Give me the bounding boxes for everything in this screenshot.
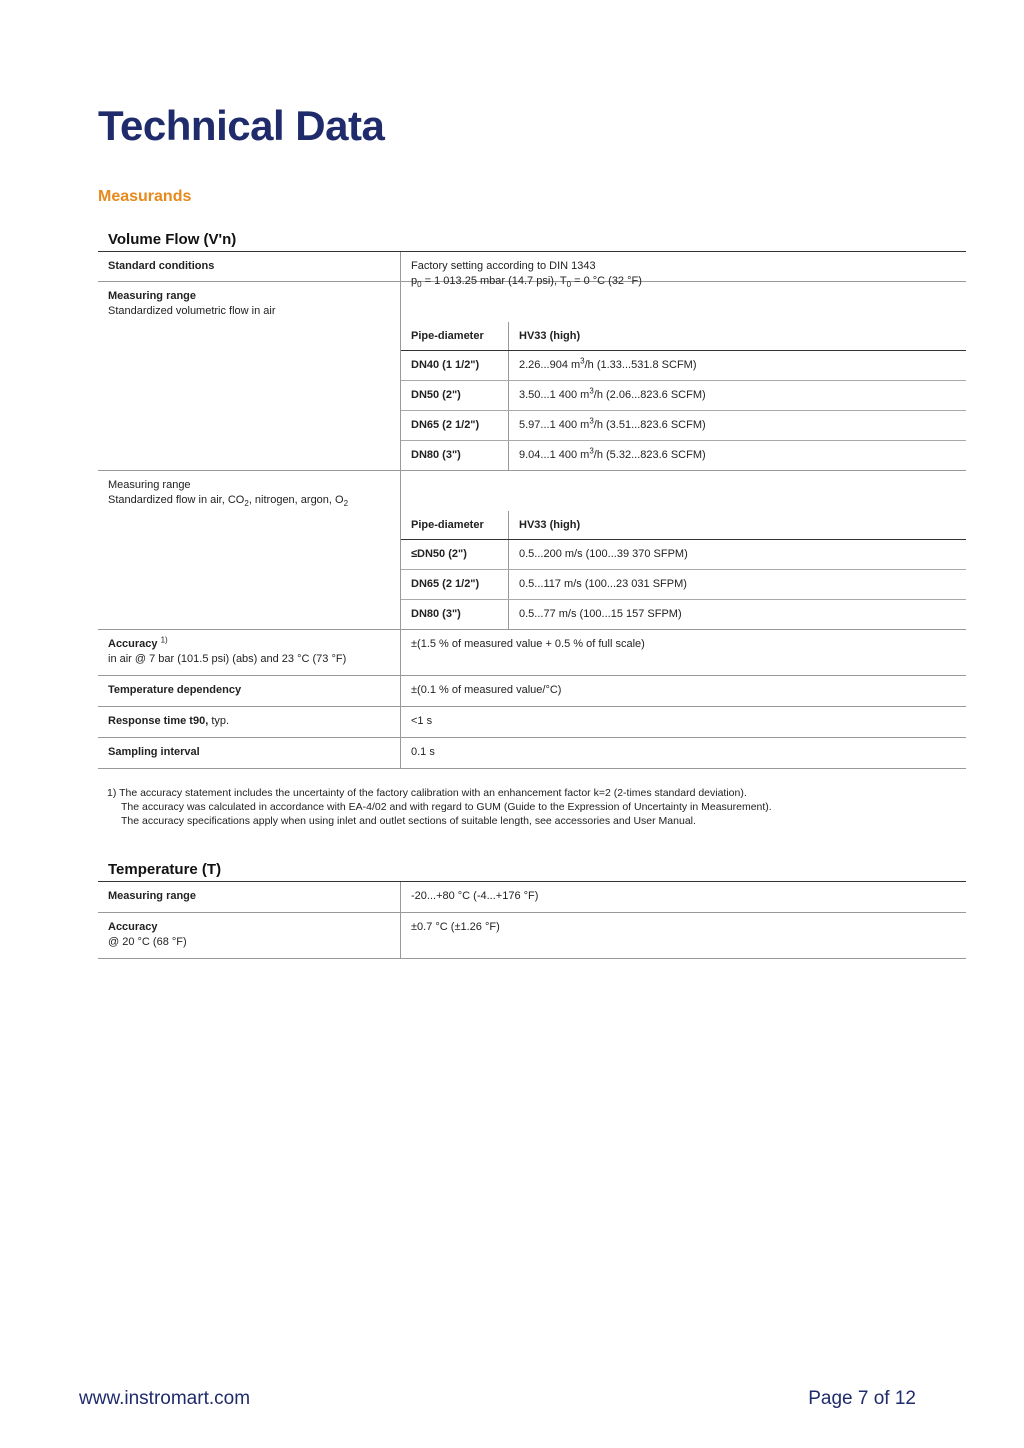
sampling-interval-value: 0.1 s bbox=[411, 746, 435, 758]
measuring-range-sublabel: Standardized volumetric flow in air bbox=[108, 305, 276, 317]
response-time-label: Response time t90, bbox=[108, 715, 209, 727]
standard-conditions-line1: Factory setting according to DIN 1343 bbox=[411, 260, 596, 272]
footer-page-number: Page 7 of 12 bbox=[808, 1388, 916, 1409]
range-air-subtable bbox=[401, 322, 966, 470]
subtable-row: DN65 (2 1/2") 0.5...117 m/s (100...23 031 SFPM) bbox=[401, 570, 966, 600]
row-accuracy: Accuracy $^{1)}$ in air @ 7 bar (101.5 psi) (abs) and 23 °C (73 °F) ±(1.5 % of measured value + 0.5 % of full scale) bbox=[98, 630, 966, 676]
subtable-row: ≤DN50 (2") 0.5...200 m/s (100...39 370 SFPM) bbox=[401, 540, 966, 570]
temperature-accuracy-value: ±0.7 °C (±1.26 °F) bbox=[411, 921, 500, 933]
measuring-range-gases-sublabel: Standardized flow in air, $CO_2$, nitrogen, argon, $O_2$ bbox=[108, 494, 349, 509]
page-title: Technical Data bbox=[98, 102, 385, 149]
section-heading-measurands: Measurands bbox=[98, 188, 192, 205]
response-time-value: <1 s bbox=[411, 715, 433, 727]
standard-conditions-line2: $p_0 = 1$ 013.25 mbar (14.7 psi), $T_0 = 0$ °C (32 °F) bbox=[411, 275, 642, 290]
standard-conditions-value bbox=[401, 252, 966, 290]
temperature-title: Temperature (T) bbox=[98, 859, 966, 882]
volume-flow-title: Volume Flow (V'n) bbox=[98, 229, 966, 252]
row-temperature-range bbox=[98, 882, 966, 913]
temperature-accuracy-label: Accuracy bbox=[108, 921, 158, 933]
sampling-interval-label: Sampling interval bbox=[108, 746, 200, 758]
accuracy-label: Accuracy bbox=[108, 638, 158, 650]
measuring-range-label: Measuring range bbox=[108, 290, 197, 302]
temperature-range-value: -20...+80 °C (-4...+176 °F) bbox=[411, 890, 539, 902]
measuring-range-gases-label: Measuring range bbox=[108, 479, 191, 491]
subtable-header: Pipe-diameter HV33 (high) bbox=[401, 322, 966, 351]
row-measuring-range-air bbox=[98, 282, 966, 471]
temperature-table bbox=[98, 859, 966, 959]
temperature-accuracy-sublabel: @ 20 °C (68 °F) bbox=[108, 936, 187, 948]
accuracy-value: ±(1.5 % of measured value + 0.5 % of full scale) bbox=[411, 638, 645, 650]
range-gases-subtable bbox=[401, 511, 966, 629]
footer-url: www.instromart.com bbox=[79, 1388, 251, 1409]
subtable-header: Pipe-diameter HV33 (high) bbox=[401, 511, 966, 540]
row-temperature-dependency bbox=[98, 676, 966, 707]
subtable-row: DN80 (3") 9.04...1 400 $m^3/h$ (5.32...823.6 SCFM) bbox=[401, 441, 966, 470]
row-measuring-range-gases bbox=[98, 471, 966, 630]
volume-flow-table bbox=[98, 229, 966, 769]
row-sampling-interval bbox=[98, 738, 966, 769]
subtable-row: DN65 (2 1/2") 5.97...1 400 $m^3/h$ (3.51...823.6 SCFM) bbox=[401, 411, 966, 441]
subtable-row: DN80 (3") 0.5...77 m/s (100...15 157 SFPM) bbox=[401, 600, 966, 629]
temperature-dependency-label: Temperature dependency bbox=[108, 684, 242, 696]
accuracy-footnote: 1) The accuracy statement includes the uncertainty of the factory calibration with an enhancement factor k=2 (2-times standard deviation). The accuracy was calculated in accordance with EA-4/02 and with regard to GUM (Guide to the Expression of Uncertainty in Measurement). The accuracy specifications apply when using inlet and outlet sections of suitable length, see accessories and User Manual. bbox=[107, 787, 772, 827]
temperature-dependency-value: ±(0.1 % of measured value/°C) bbox=[411, 684, 562, 696]
accuracy-sublabel: in air @ 7 bar (101.5 psi) (abs) and 23 °C (73 °F) bbox=[108, 653, 347, 665]
row-standard-conditions bbox=[98, 252, 966, 290]
subtable-row: DN50 (2") 3.50...1 400 $m^3/h$ (2.06...823.6 SCFM) bbox=[401, 381, 966, 411]
subtable-row: DN40 (1 1/2") 2.26...904 $m^3/h$ (1.33...531.8 SCFM) bbox=[401, 351, 966, 381]
temperature-range-label: Measuring range bbox=[108, 890, 197, 902]
row-temperature-accuracy bbox=[98, 913, 966, 959]
standard-conditions-label: Standard conditions bbox=[108, 260, 215, 272]
row-response-time: Response time t90, typ. <1 s bbox=[98, 707, 966, 738]
